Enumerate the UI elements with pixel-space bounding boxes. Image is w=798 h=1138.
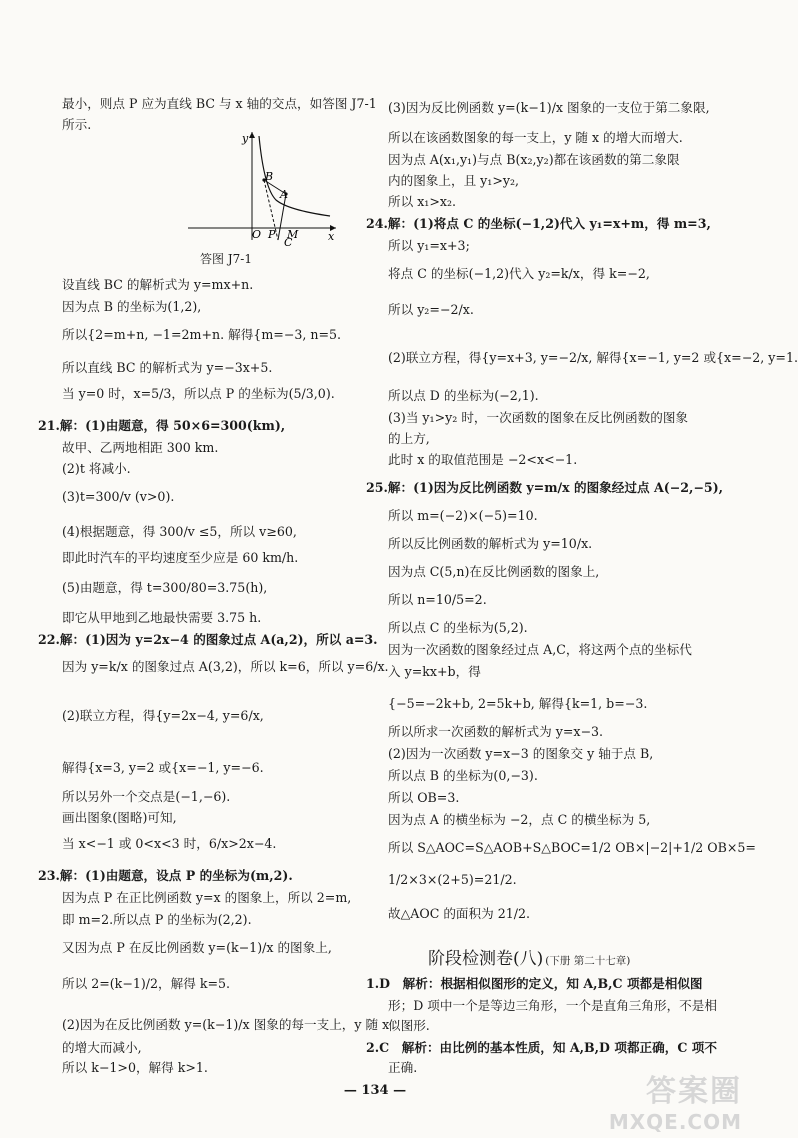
text-line: 所以直线 BC 的解析式为 y=−3x+5. [62, 360, 273, 375]
text-line: 所以 y₂=−2/x. [388, 302, 474, 317]
text-line: (2)联立方程，得{y=2x−4, y=6/x, [62, 708, 264, 723]
text-line: 因为点 P 在正比例函数 y=x 的图象上，所以 2=m, [62, 890, 352, 905]
answer-line: 似图形. [388, 1018, 430, 1033]
text-line: 内的图象上，且 y₁>y₂, [388, 173, 520, 188]
problem-23-heading: 23.解：(1)由题意，设点 P 的坐标为(m,2). [38, 868, 293, 883]
text-line: 所以 k−1>0，解得 k>1. [62, 1060, 208, 1075]
text-line: 所示. [62, 117, 92, 132]
answer-line: 1.D 解析：根据相似图形的定义，知 A,B,C 项都是相似图 [366, 976, 703, 991]
text-line: 即它从甲地到乙地最快需要 3.75 h. [62, 610, 262, 625]
text-line: 因为一次函数的图象经过点 A,C，将这两个点的坐标代 [388, 642, 692, 657]
graph-figure-j7-1 [180, 128, 342, 249]
answer-line: 形；D 项中一个是等边三角形，一个是直角三角形，不是相 [388, 998, 717, 1013]
text-line: 故△AOC 的面积为 21/2. [388, 906, 530, 921]
y-axis-label: y [242, 132, 249, 145]
text-line: 画出图象(图略)可知, [62, 810, 177, 825]
point-p-label: P [268, 228, 276, 241]
text-line: (2)因为在反比例函数 y=(k−1)/x 图象的每一支上，y 随 x [62, 1017, 390, 1032]
problem-22-heading: 22.解：(1)因为 y=2x−4 的图象过点 A(a,2)，所以 a=3. [38, 632, 378, 647]
text-line: 因为点 A 的横坐标为 −2，点 C 的横坐标为 5, [388, 812, 651, 827]
problem-21-heading: 21.解：(1)由题意，得 50×6=300(km), [38, 418, 286, 433]
point-m-label: M [287, 228, 299, 241]
text-line: (2)因为一次函数 y=x−3 的图象交 y 轴于点 B, [388, 746, 654, 761]
text-line: 所以 OB=3. [388, 790, 460, 805]
text-line: 所以{2=m+n, −1=2m+n. 解得{m=−3, n=5. [62, 327, 342, 342]
text-line: 所以反比例函数的解析式为 y=10/x. [388, 536, 593, 551]
text-line: 此时 x 的取值范围是 −2<x<−1. [388, 452, 578, 467]
x-axis-label: x [328, 230, 335, 243]
text-line: (2)联立方程，得{y=x+3, y=−2/x, 解得{x=−1, y=2 或{x=−2, y=1. [388, 350, 798, 365]
text-line: 当 x<−1 或 0<x<3 时，6/x>2x−4. [62, 836, 277, 851]
text-line: 所以 2=(k−1)/2，解得 k=5. [62, 976, 231, 991]
text-line: 入 y=kx+b，得 [388, 664, 481, 679]
text-line: 1/2×3×(2+5)=21/2. [388, 872, 517, 887]
right-column [366, 0, 798, 1090]
text-line: 所以另外一个交点是(−1,−6). [62, 789, 231, 804]
watermark-bottom: MXQE.COM [608, 1110, 742, 1134]
text-line: 因为点 B 的坐标为(1,2), [62, 299, 202, 314]
problem-24-heading: 24.解：(1)将点 C 的坐标(−1,2)代入 y₁=x+m，得 m=3, [366, 216, 711, 231]
text-line: 所以 n=10/5=2. [388, 592, 487, 607]
point-a-label: A [280, 188, 288, 201]
text-line: 所以点 C 的坐标为(5,2). [388, 620, 528, 635]
section-title [428, 944, 630, 969]
text-line: 的增大而减小, [62, 1040, 142, 1055]
text-line: 所以在该函数图象的每一支上，y 随 x 的增大而增大. [388, 130, 683, 145]
text-line: 设直线 BC 的解析式为 y=mx+n. [62, 277, 254, 292]
left-column [38, 0, 390, 1090]
text-line: (3)因为反比例函数 y=(k−1)/x 图象的一支位于第二象限, [388, 100, 710, 115]
text-line: 因为点 C(5,n)在反比例函数的图象上, [388, 564, 600, 579]
watermark-top: 答案圈 [646, 1074, 742, 1109]
text-line: 将点 C 的坐标(−1,2)代入 y₂=k/x，得 k=−2, [388, 266, 650, 281]
text-line: 所以所求一次函数的解析式为 y=x−3. [388, 724, 604, 739]
text-line: 最小，则点 P 应为直线 BC 与 x 轴的交点，如答图 J7-1 [62, 96, 377, 111]
text-line: 所以 y₁=x+3; [388, 238, 470, 253]
text-line: (5)由题意，得 t=300/80=3.75(h), [62, 580, 268, 595]
watermark-logo [609, 1066, 742, 1134]
point-o-label: O [252, 228, 262, 241]
text-line: 所以 m=(−2)×(−5)=10. [388, 508, 538, 523]
text-line: (4)根据题意，得 300/v ≤5，所以 v≥60, [62, 524, 297, 539]
text-line: {−5=−2k+b, 2=5k+b, 解得{k=1, b=−3. [388, 696, 648, 711]
text-line: 因为 y=k/x 的图象过点 A(3,2)，所以 k=6，所以 y=6/x. [62, 659, 389, 674]
point-b-label: B [265, 170, 274, 183]
text-line: 当 y=0 时，x=5/3，所以点 P 的坐标为(5/3,0). [62, 386, 335, 401]
text-line: 故甲、乙两地相距 300 km. [62, 440, 219, 455]
text-line: 又因为点 P 在反比例函数 y=(k−1)/x 的图象上, [62, 940, 332, 955]
text-line: 解得{x=3, y=2 或{x=−1, y=−6. [62, 760, 264, 775]
page-number: — 134 — [343, 1083, 407, 1098]
text-line: 所以 x₁>x₂. [388, 194, 457, 209]
text-line: 因为点 A(x₁,y₁)与点 B(x₂,y₂)都在该函数的第二象限 [388, 152, 680, 167]
figure-caption: 答图 J7-1 [200, 252, 252, 266]
point-c-label: C [284, 236, 293, 249]
text-line: 所以点 D 的坐标为(−2,1). [388, 388, 539, 403]
section-title-main: 阶段检测卷(八) [428, 949, 544, 969]
answer-line: 正确. [388, 1060, 418, 1075]
text-line: 的上方, [388, 431, 430, 446]
section-title-sub: (下册 第二十七章) [545, 955, 631, 967]
text-line: (2)t 将减小. [62, 461, 131, 476]
problem-25-heading: 25.解：(1)因为反比例函数 y=m/x 的图象经过点 A(−2,−5), [366, 480, 724, 495]
text-line: 即 m=2.所以点 P 的坐标为(2,2). [62, 912, 252, 927]
text-line: 所以 S△AOC=S△AOB+S△BOC=1/2 OB×|−2|+1/2 OB×5= [388, 840, 756, 855]
answer-line: 2.C 解析：由比例的基本性质，知 A,B,D 项都正确，C 项不 [366, 1040, 717, 1055]
text-line: (3)t=300/v (v>0). [62, 489, 175, 504]
text-line: 所以点 B 的坐标为(0,−3). [388, 768, 538, 783]
text-line: (3)当 y₁>y₂ 时，一次函数的图象在反比例函数的图象 [388, 410, 689, 425]
text-line: 即此时汽车的平均速度至少应是 60 km/h. [62, 550, 299, 565]
